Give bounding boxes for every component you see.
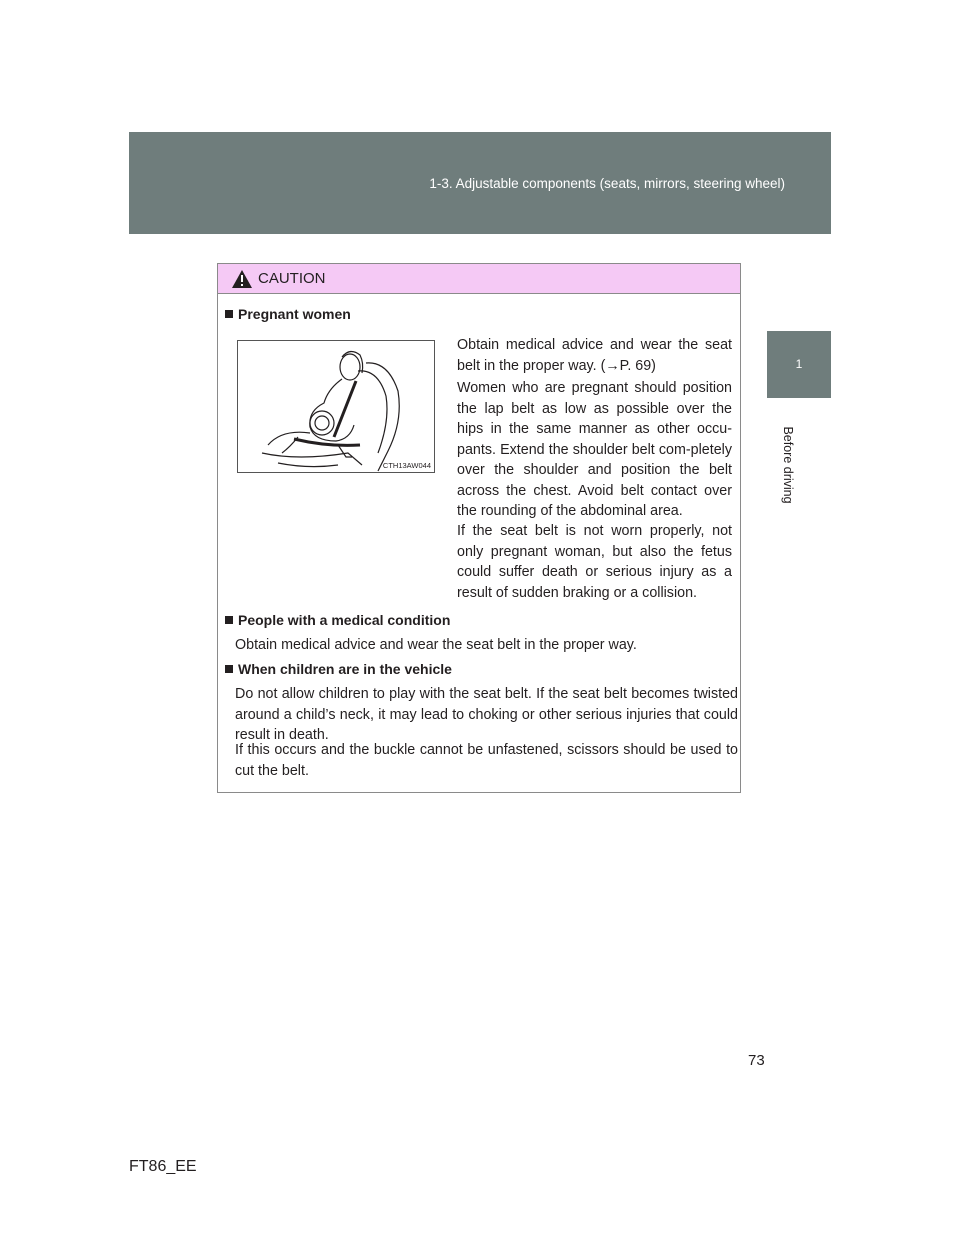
chapter-tab [767, 331, 831, 398]
section-title: 1-3. Adjustable components (seats, mirrors, steering wheel) [429, 176, 785, 191]
figure-code: CTH13AW044 [382, 461, 431, 470]
heading-children-in-vehicle [225, 661, 452, 677]
heading-text: When children are in the vehicle [238, 661, 452, 677]
caution-header [218, 264, 740, 294]
paragraph: Obtain medical advice and wear the seat belt in the proper way. (→P. 69) [457, 337, 732, 374]
page-number: 73 [748, 1052, 765, 1069]
paragraph: If this occurs and the buckle cannot be unfastened, scissors should be used to cut the belt. [235, 742, 738, 779]
chapter-label: Before driving [781, 426, 795, 504]
square-bullet-icon [225, 616, 233, 624]
document-code: FT86_EE [129, 1158, 197, 1175]
chapter-label-container [773, 425, 803, 505]
paragraph: Obtain medical advice and wear the seat belt in the proper way. [235, 637, 637, 653]
heading-pregnant-women [225, 306, 351, 322]
caution-title: CAUTION [258, 270, 326, 287]
heading-text: People with a medical condition [238, 612, 451, 628]
pregnant-woman-seatbelt-drawing [238, 341, 434, 472]
caution-box [217, 263, 741, 793]
heading-text: Pregnant women [238, 306, 351, 322]
heading-medical-condition [225, 612, 450, 628]
paragraph: Do not allow children to play with the seat belt. If the seat belt becomes twisted around a child’s neck, it may lead to choking or other serious injuries that could result in death. [235, 686, 738, 743]
chapter-number: 1 [795, 357, 803, 371]
square-bullet-icon [225, 310, 233, 318]
warning-triangle-icon [231, 269, 253, 289]
section-header-band [129, 132, 831, 234]
paragraph: Women who are pregnant should position the lap belt as low as possible over the hips in the same manner as other occu-pants. Extend the shoulder belt com-pletely over the shoulder and position the belt across the chest. Avoid belt contact over the rounding of the abdominal area. [457, 380, 732, 519]
paragraph: If the seat belt is not worn properly, not only pregnant woman, but also the fetus could suffer death or serious injury as a result of sudden braking or a collision. [457, 523, 732, 601]
illustration-pregnant-woman-seatbelt [237, 340, 435, 473]
square-bullet-icon [225, 665, 233, 673]
